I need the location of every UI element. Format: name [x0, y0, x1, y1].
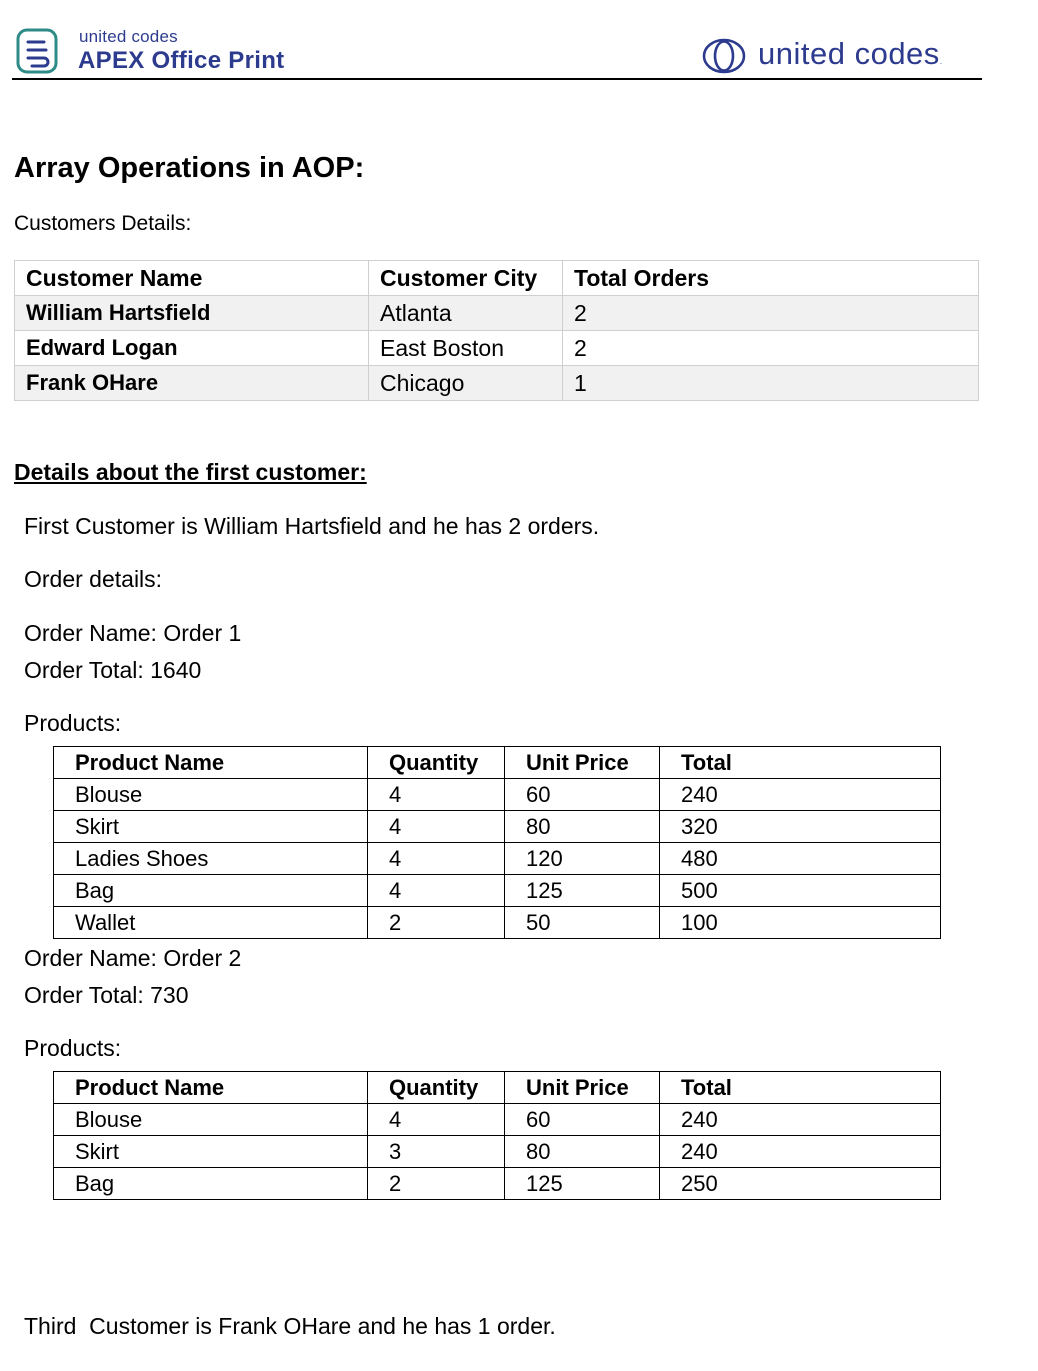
table-header-row: [54, 1072, 941, 1104]
united-codes-logo-icon: [702, 38, 746, 74]
total-cell: 250: [660, 1168, 941, 1200]
customer-city-cell: Chicago: [369, 366, 563, 401]
product-name-cell: Bag: [54, 875, 368, 907]
first-customer-summary: First Customer is William Hartsfield and he has 2 orders.: [24, 513, 600, 539]
table-row: [54, 1136, 941, 1168]
unit-price-cell: 50: [505, 907, 660, 939]
table-row: [15, 331, 979, 366]
table-row: [54, 843, 941, 875]
order-1-products-table: [53, 746, 941, 939]
total-cell: 240: [660, 1104, 941, 1136]
aop-document-icon: [16, 28, 58, 74]
customers-label: Customers Details:: [14, 212, 192, 235]
column-header: Total: [660, 747, 941, 779]
total-cell: 240: [660, 779, 941, 811]
quantity-cell: 4: [368, 779, 505, 811]
unit-price-cell: 125: [505, 875, 660, 907]
quantity-cell: 4: [368, 875, 505, 907]
customers-table: [14, 260, 979, 401]
column-header: Total Orders: [563, 261, 979, 296]
table-row: [54, 779, 941, 811]
quantity-cell: 4: [368, 1104, 505, 1136]
total-orders-cell: 2: [563, 331, 979, 366]
total-cell: 100: [660, 907, 941, 939]
column-header: Product Name: [54, 1072, 368, 1104]
column-header: Unit Price: [505, 747, 660, 779]
product-name-cell: Blouse: [54, 779, 368, 811]
product-name-cell: Blouse: [54, 1104, 368, 1136]
products-label: Products:: [24, 1035, 122, 1061]
page-header: [12, 0, 982, 80]
customer-name-cell: William Hartsfield: [15, 296, 369, 331]
order-total: Order Total: 1640: [24, 657, 202, 683]
third-customer-summary: Third Customer is Frank OHare and he has 1 order.: [24, 1313, 556, 1339]
table-row: [54, 1104, 941, 1136]
column-header: Customer City: [369, 261, 563, 296]
order-name: Order Name: Order 2: [24, 945, 242, 971]
product-name-cell: Skirt: [54, 811, 368, 843]
column-header: Customer Name: [15, 261, 369, 296]
column-header: Product Name: [54, 747, 368, 779]
total-orders-cell: 1: [563, 366, 979, 401]
unit-price-cell: 120: [505, 843, 660, 875]
column-header: Unit Price: [505, 1072, 660, 1104]
customer-name-cell: Edward Logan: [15, 331, 369, 366]
product-name-cell: Bag: [54, 1168, 368, 1200]
quantity-cell: 4: [368, 843, 505, 875]
order-details-label: Order details:: [24, 566, 163, 592]
total-cell: 480: [660, 843, 941, 875]
table-header-row: [54, 747, 941, 779]
brand-tagline: united codes: [79, 27, 178, 46]
column-header: Total: [660, 1072, 941, 1104]
table-row: [54, 907, 941, 939]
unit-price-cell: 60: [505, 1104, 660, 1136]
order-name: Order Name: Order 1: [24, 620, 242, 646]
unit-price-cell: 60: [505, 779, 660, 811]
order-2-products-table: [53, 1071, 941, 1200]
total-orders-cell: 2: [563, 296, 979, 331]
first-customer-heading: Details about the first customer:: [14, 459, 367, 485]
unit-price-cell: 80: [505, 1136, 660, 1168]
quantity-cell: 3: [368, 1136, 505, 1168]
unit-price-cell: 125: [505, 1168, 660, 1200]
products-label: Products:: [24, 710, 122, 736]
quantity-cell: 2: [368, 907, 505, 939]
product-name-cell: Skirt: [54, 1136, 368, 1168]
quantity-cell: 2: [368, 1168, 505, 1200]
table-row: [54, 875, 941, 907]
customer-name-cell: Frank OHare: [15, 366, 369, 401]
order-total: Order Total: 730: [24, 982, 189, 1008]
column-header: Quantity: [368, 747, 505, 779]
company-logo-text: united codes.: [758, 36, 943, 71]
table-header-row: [15, 261, 979, 296]
total-cell: 320: [660, 811, 941, 843]
customer-city-cell: East Boston: [369, 331, 563, 366]
total-cell: 500: [660, 875, 941, 907]
product-name-cell: Ladies Shoes: [54, 843, 368, 875]
unit-price-cell: 80: [505, 811, 660, 843]
table-row: [15, 366, 979, 401]
table-row: [54, 811, 941, 843]
customer-city-cell: Atlanta: [369, 296, 563, 331]
product-name-cell: Wallet: [54, 907, 368, 939]
table-row: [15, 296, 979, 331]
table-row: [54, 1168, 941, 1200]
brand-product-name: APEX Office Print: [78, 47, 285, 74]
total-cell: 240: [660, 1136, 941, 1168]
quantity-cell: 4: [368, 811, 505, 843]
page-title: Array Operations in AOP:: [14, 152, 365, 184]
column-header: Quantity: [368, 1072, 505, 1104]
